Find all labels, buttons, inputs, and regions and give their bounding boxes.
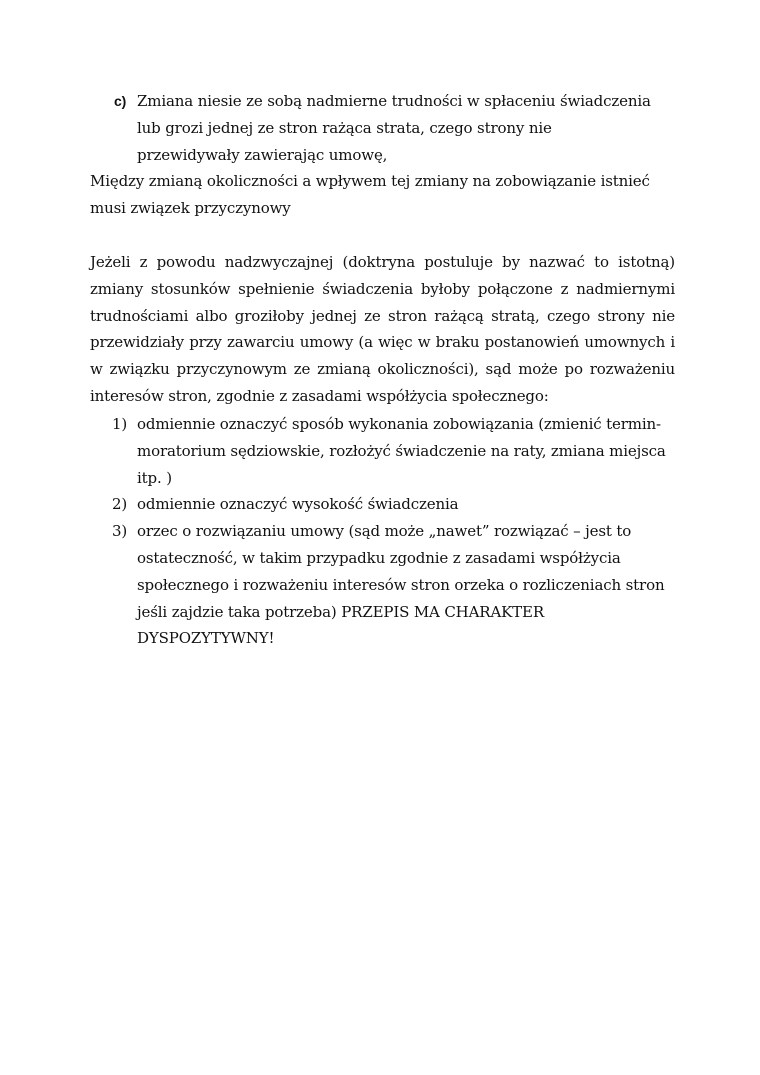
list-number-3: 3) (112, 522, 128, 541)
list-item-c-text: Zmiana niesie ze sobą nadmierne trudności w spłaceniu świadczenia lub grozi jednej ze stron rażąca strata, czego strony nie przewidywały zawierając umowę, (137, 92, 651, 164)
numbered-list-item-1 (90, 411, 675, 491)
main-paragraph: Jeżeli z powodu nadzwyczajnej (doktryna postuluje by nazwać to istotną) zmiany stosunków spełnienie świadczenia byłoby połączone z nadmiernymi trudnościami albo groziłoby jednej ze stron rażącą stratą, czego strony nie przewidziały przy zawarciu umowy (a więc w braku postanowień umownych i w związku przyczynowym ze zmianą okoliczności), sąd może po rozważeniu interesów stron, zgodnie z zasadami współżycia społecznego: (90, 253, 675, 405)
list-marker-c: c) (114, 93, 127, 109)
list-item-c (90, 88, 675, 168)
list-item-2-text: odmiennie oznaczyć wysokość świadczenia (137, 495, 459, 514)
numbered-list-item-2 (90, 491, 675, 518)
numbered-list (90, 411, 675, 652)
numbered-list-item-3 (90, 518, 675, 652)
list-item-3-text: orzec o rozwiązaniu umowy (sąd może „nawet” rozwiązać – jest to ostateczność, w takim przypadku zgodnie z zasadami współżycia społecznego i rozważeniu interesów stron orzeka o rozliczeniach stron jeśli zajdzie taka potrzeba) PRZEPIS MA CHARAKTER DYSPOZYTYWNY! (137, 522, 665, 648)
list-item-1-text: odmiennie oznaczyć sposób wykonania zobowiązania (zmienić termin-moratorium sędziowskie, rozłożyć świadczenie na raty, zmiana miejsca itp. ) (137, 415, 666, 487)
list-number-1: 1) (112, 415, 128, 433)
list-number-2: 2) (112, 495, 128, 514)
causal-link-paragraph: Między zmianą okoliczności a wpływem tej zmiany na zobowiązanie istnieć musi związek przyczynowy (90, 172, 650, 217)
